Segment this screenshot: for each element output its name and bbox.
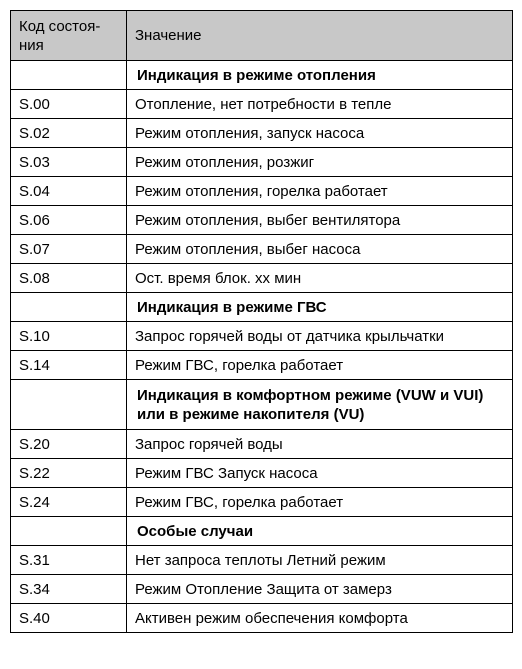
table-row — [11, 264, 513, 293]
status-value-cell: Ост. время блок. хх мин — [127, 264, 513, 293]
table-row — [11, 351, 513, 380]
status-code-cell: S.31 — [11, 546, 127, 575]
section-row — [11, 517, 513, 546]
table-row — [11, 488, 513, 517]
status-code-cell: S.10 — [11, 322, 127, 351]
table-row — [11, 322, 513, 351]
status-value-cell: Запрос горячей воды от датчика крыльчатки — [127, 322, 513, 351]
section-row — [11, 293, 513, 322]
status-code-cell: S.20 — [11, 430, 127, 459]
status-value-cell: Запрос горячей воды — [127, 430, 513, 459]
section-title: Особые случаи — [127, 517, 513, 546]
section-empty-cell — [11, 517, 127, 546]
table-row — [11, 235, 513, 264]
section-empty-cell — [11, 293, 127, 322]
status-code-table — [10, 10, 513, 633]
status-code-cell: S.00 — [11, 90, 127, 119]
section-row — [11, 61, 513, 90]
section-title: Индикация в режиме ГВС — [127, 293, 513, 322]
status-value-cell: Режим ГВС, горелка работает — [127, 351, 513, 380]
status-value-cell: Режим Отопление Защита от замерз — [127, 575, 513, 604]
section-title: Индикация в режиме отопления — [127, 61, 513, 90]
status-value-cell: Нет запроса теплоты Летний режим — [127, 546, 513, 575]
table-row — [11, 575, 513, 604]
status-value-cell: Режим отопления, горелка работает — [127, 177, 513, 206]
status-code-cell: S.14 — [11, 351, 127, 380]
section-empty-cell — [11, 380, 127, 430]
header-status-code — [11, 11, 127, 61]
status-code-cell: S.40 — [11, 604, 127, 633]
table-row — [11, 119, 513, 148]
table-header-row — [11, 11, 513, 61]
section-empty-cell — [11, 61, 127, 90]
status-code-cell: S.34 — [11, 575, 127, 604]
status-value-cell: Отопление, нет потребности в тепле — [127, 90, 513, 119]
status-value-cell: Режим отопления, запуск насоса — [127, 119, 513, 148]
status-code-cell: S.04 — [11, 177, 127, 206]
status-value-cell: Режим отопления, розжиг — [127, 148, 513, 177]
table-body — [11, 61, 513, 633]
status-value-cell: Режим отопления, выбег насоса — [127, 235, 513, 264]
status-value-cell: Режим ГВС Запуск насоса — [127, 459, 513, 488]
table-row — [11, 148, 513, 177]
table-row — [11, 604, 513, 633]
section-row — [11, 380, 513, 430]
status-value-cell: Активен режим обеспечения комфорта — [127, 604, 513, 633]
status-value-cell: Режим отопления, выбег вентилятора — [127, 206, 513, 235]
status-code-cell: S.08 — [11, 264, 127, 293]
header-value: Значение — [127, 11, 513, 61]
status-code-cell: S.22 — [11, 459, 127, 488]
table-row — [11, 459, 513, 488]
status-value-cell: Режим ГВС, горелка работает — [127, 488, 513, 517]
table-row — [11, 177, 513, 206]
status-code-cell: S.02 — [11, 119, 127, 148]
status-code-cell: S.03 — [11, 148, 127, 177]
status-code-cell: S.24 — [11, 488, 127, 517]
status-code-cell: S.07 — [11, 235, 127, 264]
table-row — [11, 430, 513, 459]
table-row — [11, 90, 513, 119]
header-code-line2: ния — [19, 36, 44, 54]
status-code-cell: S.06 — [11, 206, 127, 235]
header-code-line1: Код состоя- — [19, 17, 101, 35]
section-title: Индикация в комфортном режиме (VUW и VUI) или в режиме накопителя (VU) — [127, 380, 513, 430]
table-row — [11, 206, 513, 235]
table-row — [11, 546, 513, 575]
